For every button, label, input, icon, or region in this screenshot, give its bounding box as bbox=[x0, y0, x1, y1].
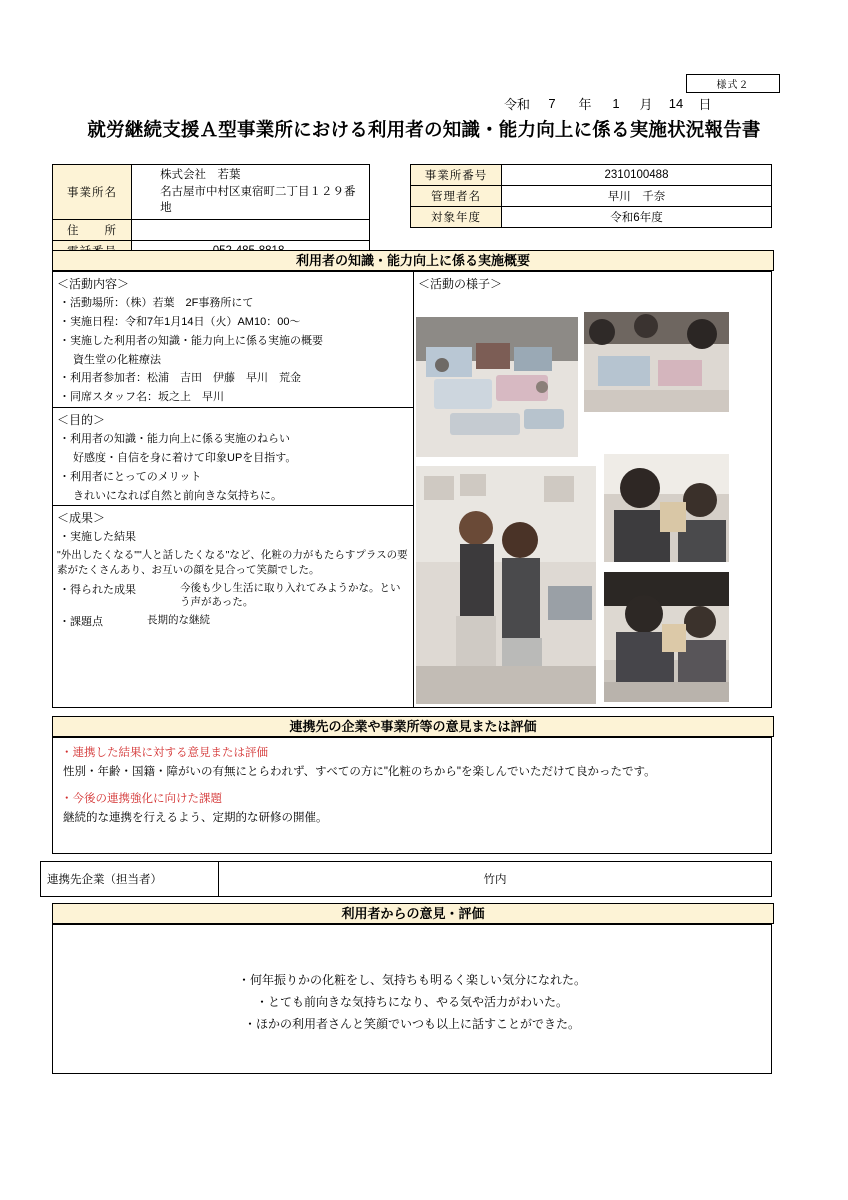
partner-company-label: 連携先企業（担当者） bbox=[41, 862, 219, 897]
outline-box bbox=[52, 271, 772, 708]
partner-opinion-box bbox=[52, 737, 772, 854]
result-heading: ＜成果＞ bbox=[57, 511, 106, 526]
table-row bbox=[41, 862, 772, 897]
date-day-label: 日 bbox=[698, 96, 712, 112]
form-number-label: 様式２ bbox=[716, 80, 750, 91]
user-opinion-item: ・とても前向きな気持ちになり、やる気や活力がわいた。 bbox=[255, 995, 568, 1010]
activity-item: ・活動場所：（株）若葉 2F事務所にて bbox=[59, 297, 254, 309]
date-year: 7 bbox=[548, 95, 556, 111]
partner-company-row bbox=[40, 861, 772, 897]
activity-item: ・実施日程：令和7年1月14日（火）AM10：00～ bbox=[59, 315, 301, 328]
activity-item: ・同席スタッフ名：坂之上 早川 bbox=[59, 391, 224, 404]
date-month-label: 月 bbox=[639, 96, 653, 112]
date-day: 14 bbox=[668, 95, 684, 111]
activity-content-heading: ＜活動内容＞ bbox=[57, 277, 130, 291]
result-body-1: "外出したくなる""人と話したくなる"など、化粧の力がもたらすプラスの要素がたくさんあり、お互いの顔を見合って笑顔でした。 bbox=[57, 549, 408, 576]
partner-head-2: ・今後の連携強化に向けた課題 bbox=[61, 793, 222, 806]
facility-address-line: 名古屋市中村区東宿町二丁目１２９番地 bbox=[160, 185, 356, 215]
table-row bbox=[411, 186, 772, 207]
outline-right-column bbox=[414, 272, 771, 707]
date-line bbox=[500, 93, 790, 113]
page-title: 就労継続支援Ａ型事業所における利用者の知識・能力向上に係る実施状況報告書 bbox=[87, 121, 761, 141]
result-row-2 bbox=[53, 579, 413, 611]
table-row bbox=[53, 220, 370, 241]
facility-name-value bbox=[132, 165, 370, 220]
result-body-2: 今後も少し生活に取り入れてみようかな。という声があった。 bbox=[180, 581, 401, 608]
photo-makeup-session bbox=[416, 466, 596, 704]
user-opinion-item: ・何年振りかの化粧をし、気持ちも明るく楽しい気分になれた。 bbox=[237, 973, 586, 987]
photo-cosmetics-table bbox=[416, 317, 578, 457]
photos-heading: ＜活動の様子＞ bbox=[418, 277, 503, 291]
registration-info-table bbox=[410, 164, 772, 228]
photo-applying-makeup bbox=[604, 572, 729, 702]
address-label: 住 所 bbox=[53, 220, 132, 241]
partner-body-2: 継続的な連携を行えるよう、定期的な研修の開催。 bbox=[63, 812, 328, 825]
facility-number-label: 事業所番号 bbox=[411, 165, 502, 186]
section-header-user: 利用者からの意見・評価 bbox=[52, 903, 774, 924]
result-label-3: ・課題点 bbox=[59, 616, 103, 628]
activity-item: ・実施した利用者の知識・能力向上に係る実施の概要 bbox=[59, 334, 323, 347]
partner-head-1: ・連携した結果に対する意見または評価 bbox=[61, 747, 268, 759]
result-row-3 bbox=[53, 611, 413, 631]
result-label-1: ・実施した結果 bbox=[59, 531, 136, 544]
address-value bbox=[132, 220, 370, 241]
target-year-label: 対象年度 bbox=[411, 207, 502, 228]
activity-item: 資生堂の化粧療法 bbox=[73, 353, 161, 366]
user-opinion-item: ・ほかの利用者さんと笑顔でいつも以上に話すことができた。 bbox=[243, 1017, 580, 1032]
purpose-item: ・利用者にとってのメリット bbox=[59, 470, 202, 483]
result-label-2: ・得られた成果 bbox=[59, 583, 136, 596]
section-header-partner: 連携先の企業や事業所等の意見または評価 bbox=[52, 716, 774, 737]
facility-info-table bbox=[52, 164, 370, 263]
form-number-box bbox=[686, 74, 780, 93]
photo-collage bbox=[414, 294, 771, 706]
photo-mirror-check bbox=[604, 454, 729, 562]
facility-name-label: 事業所名 bbox=[53, 165, 132, 220]
purpose-item: ・利用者の知識・能力向上に係る実施のねらい bbox=[59, 433, 290, 446]
facility-name-line1: 株式会社 若葉 bbox=[160, 169, 241, 181]
activity-item: ・利用者参加者：松浦 吉田 伊藤 早川 荒金 bbox=[59, 372, 301, 385]
table-row bbox=[411, 207, 772, 228]
date-month: 1 bbox=[612, 95, 620, 111]
partner-body-1: 性別・年齢・国籍・障がいの有無にとらわれず、すべての方に"化粧のちから"を楽しんでいただけて良かったです。 bbox=[63, 766, 656, 778]
outline-left-column bbox=[53, 272, 414, 707]
date-era: 令和 bbox=[503, 96, 530, 112]
user-opinion-box bbox=[52, 924, 772, 1074]
purpose-item: 好感度・自信を身に着けて印象UPを目指す。 bbox=[73, 451, 297, 464]
result-body-3: 長期的な継続 bbox=[147, 614, 210, 626]
manager-name-label: 管理者名 bbox=[411, 186, 502, 207]
partner-company-value: 竹内 bbox=[219, 862, 772, 897]
date-year-label: 年 bbox=[578, 96, 592, 112]
table-row bbox=[53, 165, 370, 220]
facility-number-value: 2310100488 bbox=[502, 165, 772, 186]
target-year-value: 令和6年度 bbox=[502, 207, 772, 228]
photo-participants-table bbox=[584, 312, 729, 412]
section-header-outline: 利用者の知識・能力向上に係る実施概要 bbox=[52, 250, 774, 271]
purpose-item: きれいになれば自然と前向きな気持ちに。 bbox=[73, 489, 282, 502]
manager-name-value: 早川 千奈 bbox=[502, 186, 772, 207]
purpose-heading: ＜目的＞ bbox=[57, 413, 106, 428]
table-row bbox=[411, 165, 772, 186]
